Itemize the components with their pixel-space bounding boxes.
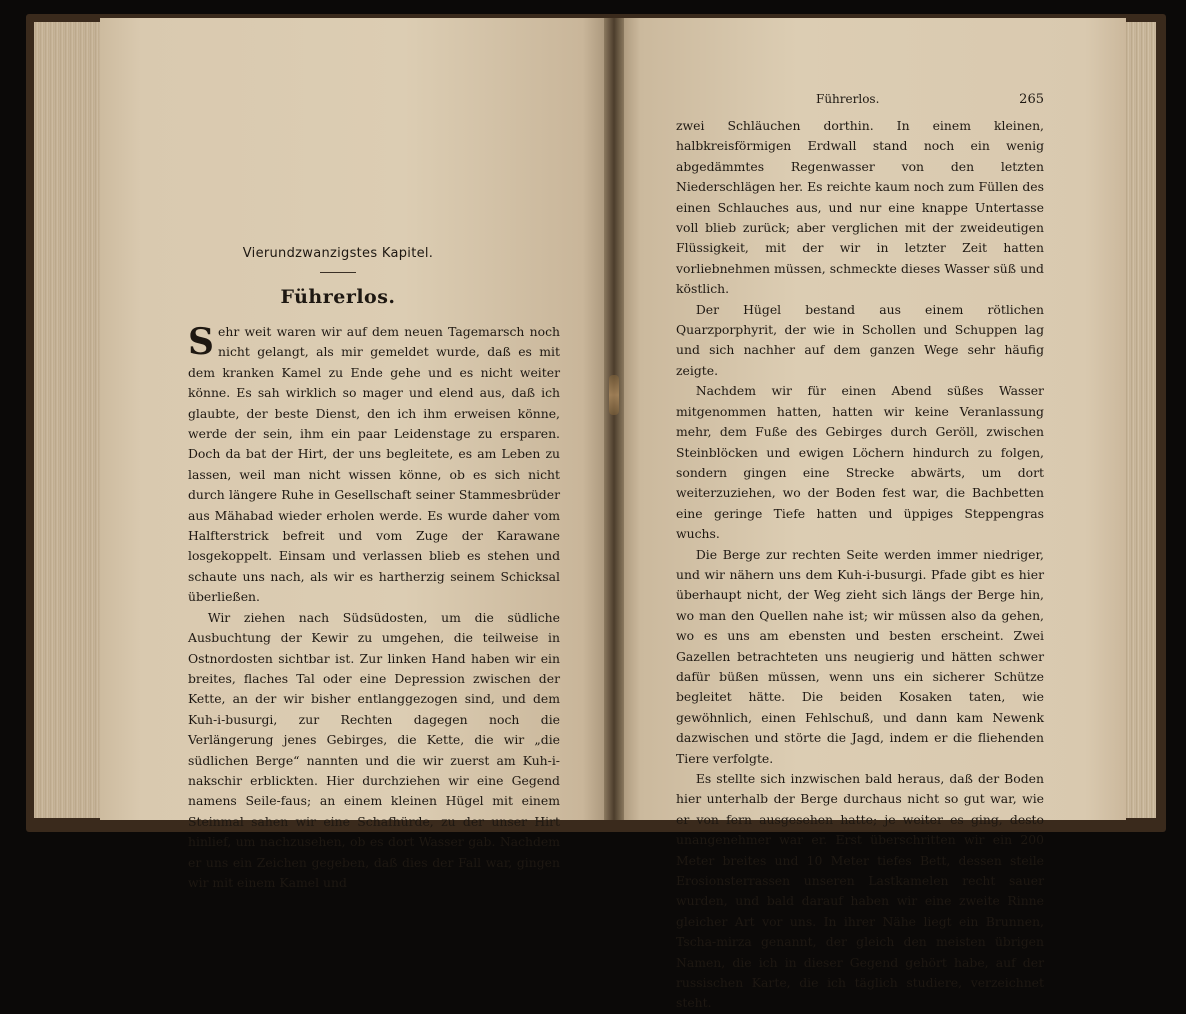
book-gutter [604,18,624,820]
bookmark-ribbon [609,375,619,415]
paragraph: Es stellte sich inzwischen bald heraus, daß der Boden hier unterhalb der Berge durchaus nicht so gut war, wie er von fern ausgesehen hatte; je weiter es ging, desto unangenehmer war er. Erst überschritten wir ein 200 Meter breites und 10 Meter tiefes Bett, dessen steile Erosionsterrassen unseren Lastkamelen recht sauer wurden, und bald darauf haben wir eine zweite Rinne gleicher Art vor uns. In ihrer Nähe liegt ein Brunnen, Tscha-mirza genannt, der gleich den meisten übrigen Namen, die ich in dieser Gegend gehört habe, auf der russischen Karte, die ich täglich studiere, verzeichnet steht. [676,771,1044,1011]
paragraph: Nachdem wir für einen Abend süßes Wasser mitgenommen hatten, hatten wir keine Veranlassung mehr, dem Fuße des Gebirges durch Geröll, zwischen Steinblöcken und ewigen Löchern hindurch zu folgen, sondern gingen eine Strecke abwärts, um dort weiterzuziehen, wo der Boden fest war, die Bachbetten eine geringe Tiefe hatten und üppiges Steppengras wuchs. [676,383,1044,542]
drop-cap: S [188,321,214,363]
paragraph: Die Berge zur rechten Seite werden immer niedriger, und wir nähern uns dem Kuh-i-busurgi. Pfade gibt es hier überhaupt nicht, der Weg zieht sich längs der Berge hin, wo man den Quellen nahe ist; wir müssen also da gehen, wo es uns am ebensten und besten erscheint. Zwei Gazellen betrachteten uns neugierig und hätten schwer dafür büßen müssen, wenn uns ein sicherer Schütze begleitet hätte. Die beiden Kosaken taten, wie gewöhnlich, einen Fehlschuß, und dann kam Newenk dazwischen und störte die Jagd, indem er die fliehenden Tiere verfolgte. [676,546,1044,766]
left-page-text [188,322,560,893]
paragraph: zwei Schläuchen dorthin. In einem kleinen, halbkreisförmigen Erdwall stand noch ein wenig abgedämmtes Regenwasser von den letzten Niederschlägen her. Es reichte kaum noch zum Füllen des einen Schlauches aus, und nur eine knappe Untertasse voll blieb zurück; aber verglichen mit der zweideutigen Flüssigkeit, mit der wir in letzter Zeit hatten vorliebnehmen müssen, schmeckte dieses Wasser süß und köstlich. [676,118,1044,297]
chapter-divider [320,272,356,273]
paragraph: Sehr weit waren wir auf dem neuen Tagemarsch noch nicht gelangt, als mir gemeldet wurde, daß es mit dem kranken Kamel zu Ende gehe und es nicht weiter könne. Es sah wirklich so mager und elend aus, daß ich glaubte, der beste Dienst, den ich ihm erweisen könne, werde der sein, ihm ein paar Leidenstage zu ersparen. Doch da bat der Hirt, der uns begleitete, es am Leben zu lassen, weil man nicht wissen könne, ob es sich nicht durch längere Ruhe in Gesellschaft seiner Stammesbrüder aus Mähabad wieder erholen werde. Es wurde daher vom Halfterstrick befreit und vom Zuge der Karawane losgekoppelt. Einsam und verlassen blieb es stehen und schaute uns nach, als wir es hartherzig seinem Schicksal überließen. [188,321,560,605]
chapter-title: Führerlos. [280,286,396,308]
paragraph: Wir ziehen nach Südsüdosten, um die südliche Ausbuchtung der Kewir zu umgehen, die teilweise in Ostnordosten sichtbar ist. Zur linken Hand haben wir ein breites, flaches Tal oder eine Depression zwischen der Kette, an der wir bisher entlanggezogen sind, und dem Kuh-i-busurgi, zur Rechten dagegen noch die Verlängerung jenes Gebirges, die Kette, die wir „die südlichen Berge“ nannten und die wir zuerst am Kuh-i-nakschir erblickten. Hier durchziehen wir eine Gegend namens Seile-faus; an einem kleinen Hügel mit einem Steinmal sahen wir eine Schafhürde, zu der unser Hirt hinlief, um nachzusehen, ob es dort Wasser gab. Nachdem er uns ein Zeichen gegeben, daß dies der Fall war, gingen wir mit einem Kamel und [188,609,560,890]
chapter-label: Vierundzwanzigstes Kapitel. [242,246,434,261]
running-head-title: Führerlos. [816,92,880,106]
paragraph: Der Hügel bestand aus einem rötlichen Quarzporphyrit, der wie in Schollen und Schuppen lag und sich nachher auf dem ganzen Wege sehr häufig zeigte. [676,301,1044,378]
page-number: 265 [1019,92,1044,107]
right-page-text [676,116,1044,1014]
